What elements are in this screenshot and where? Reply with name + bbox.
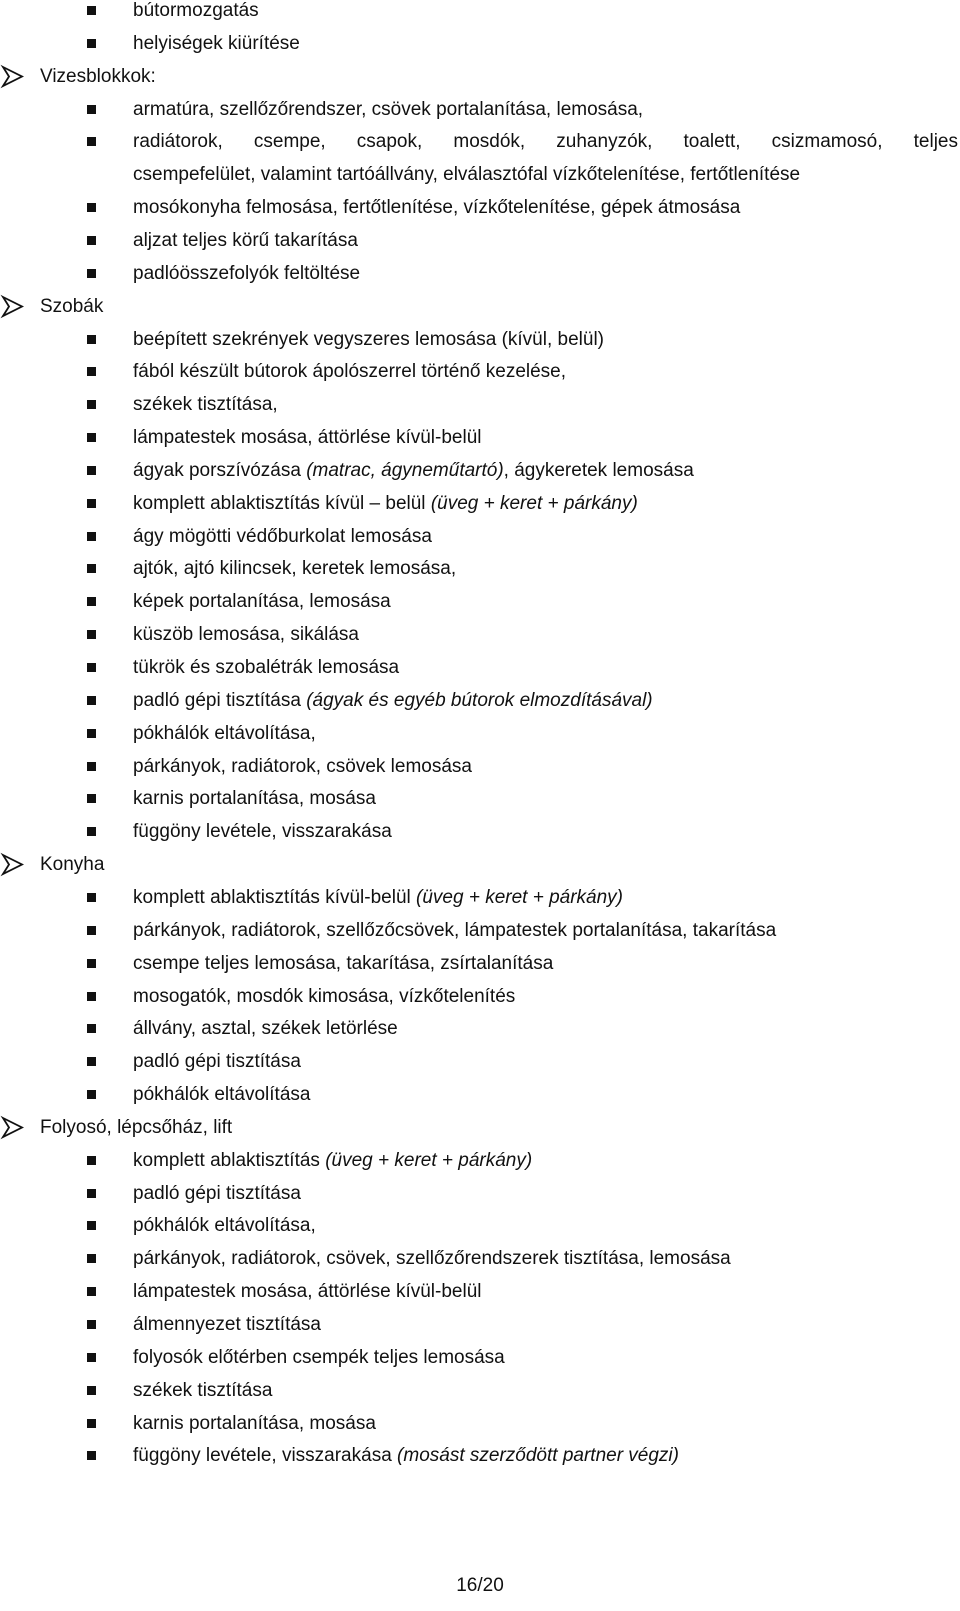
square-bullet-icon (87, 105, 96, 114)
list-item-text (133, 1177, 301, 1210)
list-item-text (133, 27, 300, 60)
text-run: padló gépi tisztítása (133, 689, 307, 711)
text-run: párkányok, radiátorok, szellőzőcsövek, lámpatestek portalanítása, takarítása (133, 919, 777, 941)
text-run: pókhálók eltávolítása, (133, 1215, 316, 1237)
list-item-text (133, 1308, 321, 1341)
list-item (0, 520, 960, 553)
list-item-text (133, 0, 259, 27)
text-run: karnis portalanítása, mosása (133, 1412, 376, 1434)
square-bullet-icon (87, 630, 96, 639)
list-item (0, 618, 960, 651)
list-item-text (133, 125, 958, 158)
square-bullet-icon (87, 236, 96, 245)
arrowhead-bullet-icon (0, 290, 30, 323)
text-run: lámpatestek mosása, áttörlése kívül-belül (133, 427, 482, 449)
square-bullet-icon (87, 992, 96, 1001)
square-bullet-icon (87, 794, 96, 803)
square-bullet-icon (87, 827, 96, 836)
square-bullet-icon (87, 893, 96, 902)
list-item-text (133, 323, 604, 356)
list-item (0, 782, 960, 815)
square-bullet-icon (87, 499, 96, 508)
square-bullet-icon (87, 696, 96, 705)
list-item (0, 257, 960, 290)
list-item-text (133, 1209, 316, 1242)
section-heading (0, 60, 960, 93)
square-bullet-icon (87, 433, 96, 442)
square-bullet-icon (87, 564, 96, 573)
arrowhead-bullet-icon (0, 848, 30, 881)
list-item-text (133, 1012, 398, 1045)
square-bullet-icon (87, 1320, 96, 1329)
list-item (0, 454, 960, 487)
list-item-text (133, 980, 515, 1013)
square-bullet-icon (87, 1451, 96, 1460)
list-item-text (133, 1144, 532, 1177)
section-heading (0, 290, 960, 323)
section-label: Konyha (40, 854, 105, 876)
list-item (0, 881, 960, 914)
list-item-text (133, 1078, 310, 1111)
square-bullet-icon (87, 335, 96, 344)
list-item (0, 323, 960, 356)
list-item-text (133, 454, 694, 487)
text-run: komplett ablaktisztítás (133, 1149, 326, 1171)
section-label: Folyosó, lépcsőház, lift (40, 1116, 233, 1138)
list-item (0, 684, 960, 717)
list-item-text (133, 224, 358, 257)
square-bullet-icon (87, 1254, 96, 1263)
list-item-text (133, 1275, 482, 1308)
list-item (0, 651, 960, 684)
square-bullet-icon (87, 6, 96, 15)
list-item (0, 815, 960, 848)
square-bullet-icon (87, 1189, 96, 1198)
text-run: pókhálók eltávolítása, (133, 722, 316, 744)
list-item (0, 0, 960, 27)
list-item (0, 585, 960, 618)
text-run: komplett ablaktisztítás kívül-belül (133, 886, 417, 908)
text-run: székek tisztítása (133, 1379, 273, 1401)
list-item-text (133, 388, 278, 421)
text-run: folyosók előtérben csempék teljes lemosása (133, 1346, 505, 1368)
italic-note: (ágyak és egyéb bútorok elmozdításával) (306, 689, 653, 711)
square-bullet-icon (87, 1057, 96, 1066)
text-run: padló gépi tisztítása (133, 1182, 301, 1204)
square-bullet-icon (87, 1419, 96, 1428)
square-bullet-icon (87, 1221, 96, 1230)
list-item (0, 1177, 960, 1210)
list-item (0, 487, 960, 520)
text-run: radiátorok, csempe, csapok, mosdók, zuhanyzók, toalett, csizmamosó, teljes (133, 131, 958, 153)
text-run: csempe teljes lemosása, takarítása, zsírtalanítása (133, 952, 554, 974)
square-bullet-icon (87, 926, 96, 935)
text-run: tükrök és szobalétrák lemosása (133, 657, 400, 678)
text-run: helyiségek kiürítése (133, 32, 300, 54)
text-run: , ágykeretek lemosása (503, 459, 694, 481)
square-bullet-icon (87, 663, 96, 672)
list-item-text (133, 881, 623, 914)
section-heading (0, 1111, 960, 1144)
list-item (0, 1209, 960, 1242)
italic-note: (üveg + keret + párkány) (430, 492, 638, 514)
square-bullet-icon (87, 532, 96, 541)
list-item (0, 27, 960, 60)
text-run: pókhálók eltávolítása (133, 1084, 311, 1106)
list-item-text (133, 815, 392, 848)
text-run: padló gépi tisztítása (133, 1051, 301, 1073)
square-bullet-icon (87, 762, 96, 771)
list-item (0, 1144, 960, 1177)
square-bullet-icon (87, 1353, 96, 1362)
list-item-text (133, 93, 643, 126)
list-item-text (133, 520, 432, 553)
square-bullet-icon (87, 203, 96, 212)
italic-note: (üveg + keret + párkány) (416, 886, 624, 908)
list-item (0, 1308, 960, 1341)
list-item (0, 1439, 960, 1472)
square-bullet-icon (87, 1024, 96, 1033)
list-item-text (133, 552, 456, 585)
list-item-text (133, 487, 638, 520)
square-bullet-icon (87, 1386, 96, 1395)
text-run: bútormozgatás (133, 0, 259, 21)
list-item-text (133, 947, 553, 980)
square-bullet-icon (87, 1090, 96, 1099)
list-item (0, 750, 960, 783)
text-run: mosókonyha felmosása, fertőtlenítése, vízkőtelenítése, gépek átmosása (133, 197, 741, 219)
list-item (0, 1012, 960, 1045)
text-run: állvány, asztal, székek letörlése (133, 1018, 398, 1040)
list-item-text (133, 651, 399, 684)
list-item-text (133, 191, 740, 224)
text-run: beépített szekrények vegyszeres lemosása (kívül, belül) (133, 328, 604, 350)
text-run: székek tisztítása, (133, 394, 278, 416)
text-run: fából készült bútorok ápolószerrel történő kezelése, (133, 361, 567, 383)
text-run: küszöb lemosása, sikálása (133, 624, 359, 646)
list-item-text (133, 158, 800, 191)
list-item-text (133, 782, 376, 815)
text-run: komplett ablaktisztítás kívül – belül (133, 492, 431, 514)
section-heading (0, 848, 960, 881)
text-run: függöny levétele, visszarakása (133, 821, 392, 843)
section-label: Vizesblokkok: (40, 65, 156, 87)
italic-note: (mosást szerződött partner végzi) (397, 1445, 679, 1467)
square-bullet-icon (87, 1156, 96, 1165)
list-item (0, 224, 960, 257)
text-run: aljzat teljes körű takarítása (133, 229, 358, 251)
list-item (0, 1242, 960, 1275)
text-run: karnis portalanítása, mosása (133, 788, 376, 810)
list-item (0, 717, 960, 750)
square-bullet-icon (87, 39, 96, 48)
list-item (0, 552, 960, 585)
square-bullet-icon (87, 400, 96, 409)
text-run: párkányok, radiátorok, csövek, szellőzőrendszerek tisztítása, lemosása (133, 1248, 731, 1270)
text-run: mosogatók, mosdók kimosása, vízkőtelenítés (133, 985, 516, 1007)
text-run: ágy mögötti védőburkolat lemosása (133, 525, 432, 547)
list-item-text (133, 257, 360, 290)
list-item-continuation (0, 158, 960, 191)
text-run: ágyak porszívózása (133, 459, 307, 481)
text-run: álmennyezet tisztítása (133, 1314, 321, 1335)
list-item-text (133, 1439, 679, 1472)
list-item-text (133, 1045, 301, 1078)
list-item-text (133, 1407, 376, 1440)
list-item (0, 421, 960, 454)
square-bullet-icon (87, 137, 96, 146)
arrowhead-bullet-icon (0, 60, 30, 93)
italic-note: (üveg + keret + párkány) (325, 1149, 533, 1171)
section-label: Szobák (40, 295, 104, 317)
arrowhead-bullet-icon (0, 1111, 30, 1144)
text-run: ajtók, ajtó kilincsek, keretek lemosása, (133, 558, 457, 580)
list-item (0, 1407, 960, 1440)
text-run: függöny levétele, visszarakása (133, 1445, 398, 1467)
list-item (0, 947, 960, 980)
list-item-text (133, 618, 359, 651)
list-item-text (133, 717, 316, 750)
text-run: párkányok, radiátorok, csövek lemosása (133, 755, 472, 777)
square-bullet-icon (87, 367, 96, 376)
list-item (0, 1078, 960, 1111)
square-bullet-icon (87, 597, 96, 606)
list-item-text (133, 421, 482, 454)
list-item (0, 125, 960, 158)
list-item-text (133, 684, 653, 717)
square-bullet-icon (87, 1287, 96, 1296)
list-item (0, 1275, 960, 1308)
square-bullet-icon (87, 959, 96, 968)
list-item (0, 1341, 960, 1374)
page-number: 16/20 (456, 1575, 504, 1596)
list-item (0, 980, 960, 1013)
list-item (0, 388, 960, 421)
text-run: csempefelület, valamint tartóállvány, elválasztófal vízkőtelenítése, fertőtlenítése (133, 164, 801, 186)
list-item (0, 191, 960, 224)
text-run: lámpatestek mosása, áttörlése kívül-belül (133, 1281, 482, 1303)
list-item (0, 1374, 960, 1407)
list-item (0, 93, 960, 126)
square-bullet-icon (87, 466, 96, 475)
square-bullet-icon (87, 269, 96, 278)
list-item-text (133, 1341, 505, 1374)
text-run: padlóösszefolyók feltöltése (133, 262, 361, 284)
list-item-text (133, 355, 566, 388)
italic-note: (matrac, ágyneműtartó) (306, 459, 504, 481)
list-item-text (133, 1374, 272, 1407)
list-item (0, 1045, 960, 1078)
text-run: armatúra, szellőzőrendszer, csövek portalanítása, lemosása, (133, 98, 644, 120)
list-item (0, 355, 960, 388)
list-item (0, 914, 960, 947)
list-item-text (133, 750, 472, 783)
text-run: képek portalanítása, lemosása (133, 591, 391, 613)
list-item-text (133, 914, 776, 947)
list-item-text (133, 1242, 731, 1275)
list-item-text (133, 585, 391, 618)
square-bullet-icon (87, 729, 96, 738)
